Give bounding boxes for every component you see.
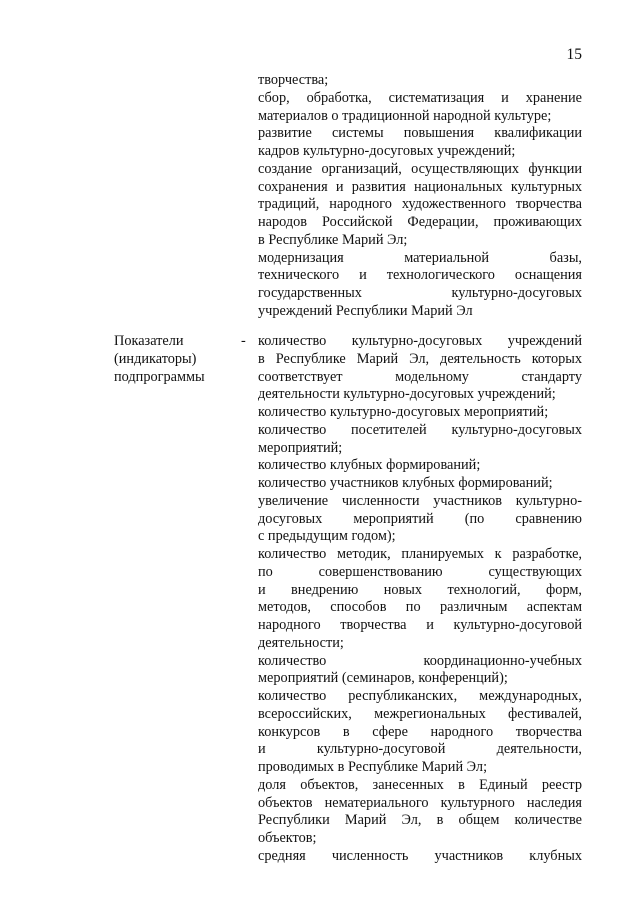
text-line: кадров культурно-досуговых учреждений; [258,143,516,159]
page-number: 15 [566,46,582,63]
indicator-line: количество участников клубных формирований; [258,475,553,491]
indicator-line: доля объектов, занесенных в Единый реестр [258,776,582,793]
indicator-line: Республики Марий Эл, в общем количестве [258,812,582,829]
indicator-line: досуговых мероприятий (по сравнению [258,510,582,527]
text-line: в Республике Марий Эл; [258,231,408,248]
indicator-line: в Республике Марий Эл, деятельность которых [258,350,582,367]
text-line: творчества; [258,72,329,88]
indicator-line: объектов; [258,830,317,846]
text-line: модернизация материальной базы, [258,249,582,266]
indicator-line: народного творчества и культурно-досуговой [258,617,582,633]
indicator-line: соответствует модельному стандарту [258,368,582,385]
indicator-line: количество культурно-досуговых учреждений [258,333,582,349]
indicator-line: увеличение численности участников культурно- [258,492,582,509]
indicators-label [114,333,239,386]
indicator-line: мероприятий; [258,439,343,456]
text-line: традиций, народного художественного творчества [258,196,582,213]
indicator-line: количество клубных формирований; [258,457,481,474]
indicator-line: количество координационно-учебных [258,652,582,669]
indicator-line: деятельности культурно-досуговых учреждений; [258,386,556,403]
indicators-dash: - [241,333,246,349]
indicator-line: количество методик, планируемых к разработке, [258,546,582,562]
indicator-line: объектов нематериального культурного наследия [258,794,582,811]
indicators-label-line: подпрограммы [114,368,205,385]
indicator-line: деятельности; [258,634,344,651]
indicator-line: количество посетителей культурно-досуговых [258,421,582,438]
indicator-line: методов, способов по различным аспектам [258,599,582,616]
text-line: материалов о традиционной народной культуре; [258,107,552,124]
text-line: народов Российской Федерации, проживающих [258,214,582,230]
text-line: сбор, обработка, систематизация и хранение [258,89,582,106]
indicator-line: всероссийских, межрегиональных фестивалей, [258,705,582,722]
indicator-line: по совершенствованию существующих [258,563,582,580]
indicator-line: и внедрению новых технологий, форм, [258,581,582,598]
indicators-label-line: Показатели [114,333,184,349]
text-line: учреждений Республики Марий Эл [258,302,473,319]
indicator-line: проводимых в Республике Марий Эл; [258,759,488,775]
indicator-line: количество республиканских, международных, [258,688,582,704]
indicator-line: конкурсов в сфере народного творчества [258,723,582,740]
indicators-label-line: (индикаторы) [114,350,197,367]
text-line: развитие системы повышения квалификации [258,125,582,142]
text-line: государственных культурно-досуговых [258,285,582,301]
text-line: сохранения и развития национальных культурных [258,178,582,195]
indicator-line: средняя численность участников клубных [258,847,582,864]
text-line: технического и технологического оснащения [258,267,582,284]
indicator-line: с предыдущим годом); [258,528,396,545]
indicator-line: и культурно-досуговой деятельности, [258,741,582,758]
indicator-line: количество культурно-досуговых мероприятий; [258,404,549,420]
indicators-block [258,333,582,866]
top-block [258,72,582,321]
text-line: создание организаций, осуществляющих функции [258,160,582,177]
indicator-line: мероприятий (семинаров, конференций); [258,670,508,687]
